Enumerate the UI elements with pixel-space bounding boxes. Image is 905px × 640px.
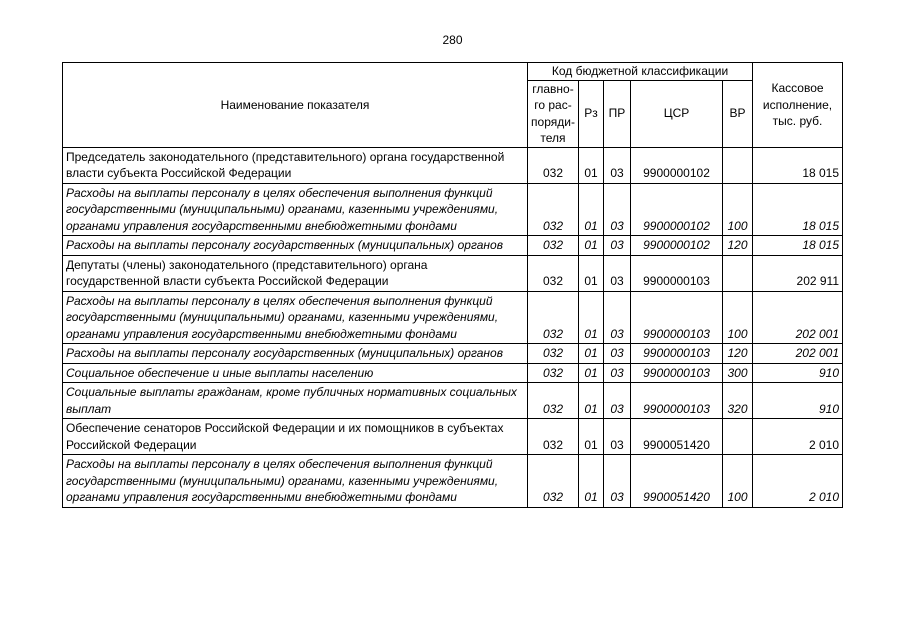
row-csr: 9900000102 bbox=[631, 147, 723, 183]
row-name: Расходы на выплаты персоналу в целях обеспечения выполнения функций государственными (муниципальными) органами, казенными учреждениями, органами управления государственными внебюджетными фондами bbox=[63, 183, 528, 236]
row-amount: 18 015 bbox=[753, 147, 843, 183]
header-code-rz: Рз bbox=[579, 80, 604, 147]
table-row bbox=[63, 383, 843, 419]
row-gr: 032 bbox=[528, 183, 579, 236]
row-csr: 9900051420 bbox=[631, 455, 723, 508]
budget-table bbox=[62, 62, 843, 508]
header-amount-column: Кассовое исполнение, тыс. руб. bbox=[753, 63, 843, 148]
row-name: Расходы на выплаты персоналу в целях обеспечения выполнения функций государственными (муниципальными) органами, казенными учреждениями, органами управления государственными внебюджетными фондами bbox=[63, 455, 528, 508]
row-csr: 9900051420 bbox=[631, 419, 723, 455]
row-gr: 032 bbox=[528, 383, 579, 419]
row-vr: 300 bbox=[723, 363, 753, 383]
row-rz: 01 bbox=[579, 383, 604, 419]
row-pr: 03 bbox=[604, 344, 631, 364]
row-csr: 9900000103 bbox=[631, 363, 723, 383]
row-rz: 01 bbox=[579, 363, 604, 383]
header-code-gr: главно-го рас-поряди-теля bbox=[528, 80, 579, 147]
header-code-vr: ВР bbox=[723, 80, 753, 147]
row-name: Депутаты (члены) законодательного (представительного) органа государственной власти субъекта Российской Федерации bbox=[63, 255, 528, 291]
row-amount: 202 001 bbox=[753, 344, 843, 364]
row-amount: 18 015 bbox=[753, 236, 843, 256]
row-vr: 100 bbox=[723, 183, 753, 236]
row-name: Расходы на выплаты персоналу государственных (муниципальных) органов bbox=[63, 344, 528, 364]
row-csr: 9900000103 bbox=[631, 344, 723, 364]
row-csr: 9900000103 bbox=[631, 291, 723, 344]
row-rz: 01 bbox=[579, 419, 604, 455]
row-vr: 120 bbox=[723, 344, 753, 364]
row-gr: 032 bbox=[528, 236, 579, 256]
row-vr: 100 bbox=[723, 455, 753, 508]
row-pr: 03 bbox=[604, 419, 631, 455]
row-pr: 03 bbox=[604, 255, 631, 291]
row-pr: 03 bbox=[604, 147, 631, 183]
row-vr: 320 bbox=[723, 383, 753, 419]
row-name: Расходы на выплаты персоналу государственных (муниципальных) органов bbox=[63, 236, 528, 256]
row-rz: 01 bbox=[579, 183, 604, 236]
table-row bbox=[63, 183, 843, 236]
table-row bbox=[63, 363, 843, 383]
table-row bbox=[63, 291, 843, 344]
row-name: Социальное обеспечение и иные выплаты населению bbox=[63, 363, 528, 383]
header-code-csr: ЦСР bbox=[631, 80, 723, 147]
row-rz: 01 bbox=[579, 291, 604, 344]
row-amount: 18 015 bbox=[753, 183, 843, 236]
row-amount: 910 bbox=[753, 363, 843, 383]
table-row bbox=[63, 455, 843, 508]
row-pr: 03 bbox=[604, 363, 631, 383]
table-body bbox=[63, 147, 843, 507]
row-rz: 01 bbox=[579, 344, 604, 364]
row-pr: 03 bbox=[604, 455, 631, 508]
row-vr bbox=[723, 147, 753, 183]
table-row bbox=[63, 255, 843, 291]
row-vr bbox=[723, 419, 753, 455]
table-header bbox=[63, 63, 843, 148]
header-code-pr: ПР bbox=[604, 80, 631, 147]
row-csr: 9900000103 bbox=[631, 255, 723, 291]
table-row bbox=[63, 344, 843, 364]
row-csr: 9900000102 bbox=[631, 183, 723, 236]
header-name-column: Наименование показателя bbox=[63, 63, 528, 148]
row-amount: 202 001 bbox=[753, 291, 843, 344]
row-amount: 2 010 bbox=[753, 455, 843, 508]
row-rz: 01 bbox=[579, 147, 604, 183]
table-row bbox=[63, 147, 843, 183]
row-amount: 2 010 bbox=[753, 419, 843, 455]
row-amount: 910 bbox=[753, 383, 843, 419]
row-vr: 100 bbox=[723, 291, 753, 344]
row-rz: 01 bbox=[579, 255, 604, 291]
row-pr: 03 bbox=[604, 236, 631, 256]
row-vr bbox=[723, 255, 753, 291]
row-gr: 032 bbox=[528, 363, 579, 383]
row-gr: 032 bbox=[528, 147, 579, 183]
row-gr: 032 bbox=[528, 255, 579, 291]
row-gr: 032 bbox=[528, 344, 579, 364]
row-csr: 9900000102 bbox=[631, 236, 723, 256]
table-row bbox=[63, 236, 843, 256]
row-name: Расходы на выплаты персоналу в целях обеспечения выполнения функций государственными (муниципальными) органами, казенными учреждениями, органами управления государственными внебюджетными фондами bbox=[63, 291, 528, 344]
row-pr: 03 bbox=[604, 291, 631, 344]
row-pr: 03 bbox=[604, 383, 631, 419]
row-gr: 032 bbox=[528, 291, 579, 344]
row-name: Обеспечение сенаторов Российской Федерации и их помощников в субъектах Российской Федерации bbox=[63, 419, 528, 455]
row-name: Социальные выплаты гражданам, кроме публичных нормативных социальных выплат bbox=[63, 383, 528, 419]
page-number: 280 bbox=[442, 33, 463, 47]
row-rz: 01 bbox=[579, 236, 604, 256]
row-csr: 9900000103 bbox=[631, 383, 723, 419]
row-name: Председатель законодательного (представительного) органа государственной власти субъекта Российской Федерации bbox=[63, 147, 528, 183]
row-gr: 032 bbox=[528, 419, 579, 455]
row-gr: 032 bbox=[528, 455, 579, 508]
row-vr: 120 bbox=[723, 236, 753, 256]
row-rz: 01 bbox=[579, 455, 604, 508]
row-pr: 03 bbox=[604, 183, 631, 236]
row-amount: 202 911 bbox=[753, 255, 843, 291]
table-row bbox=[63, 419, 843, 455]
header-code-group: Код бюджетной классификации bbox=[528, 63, 753, 81]
